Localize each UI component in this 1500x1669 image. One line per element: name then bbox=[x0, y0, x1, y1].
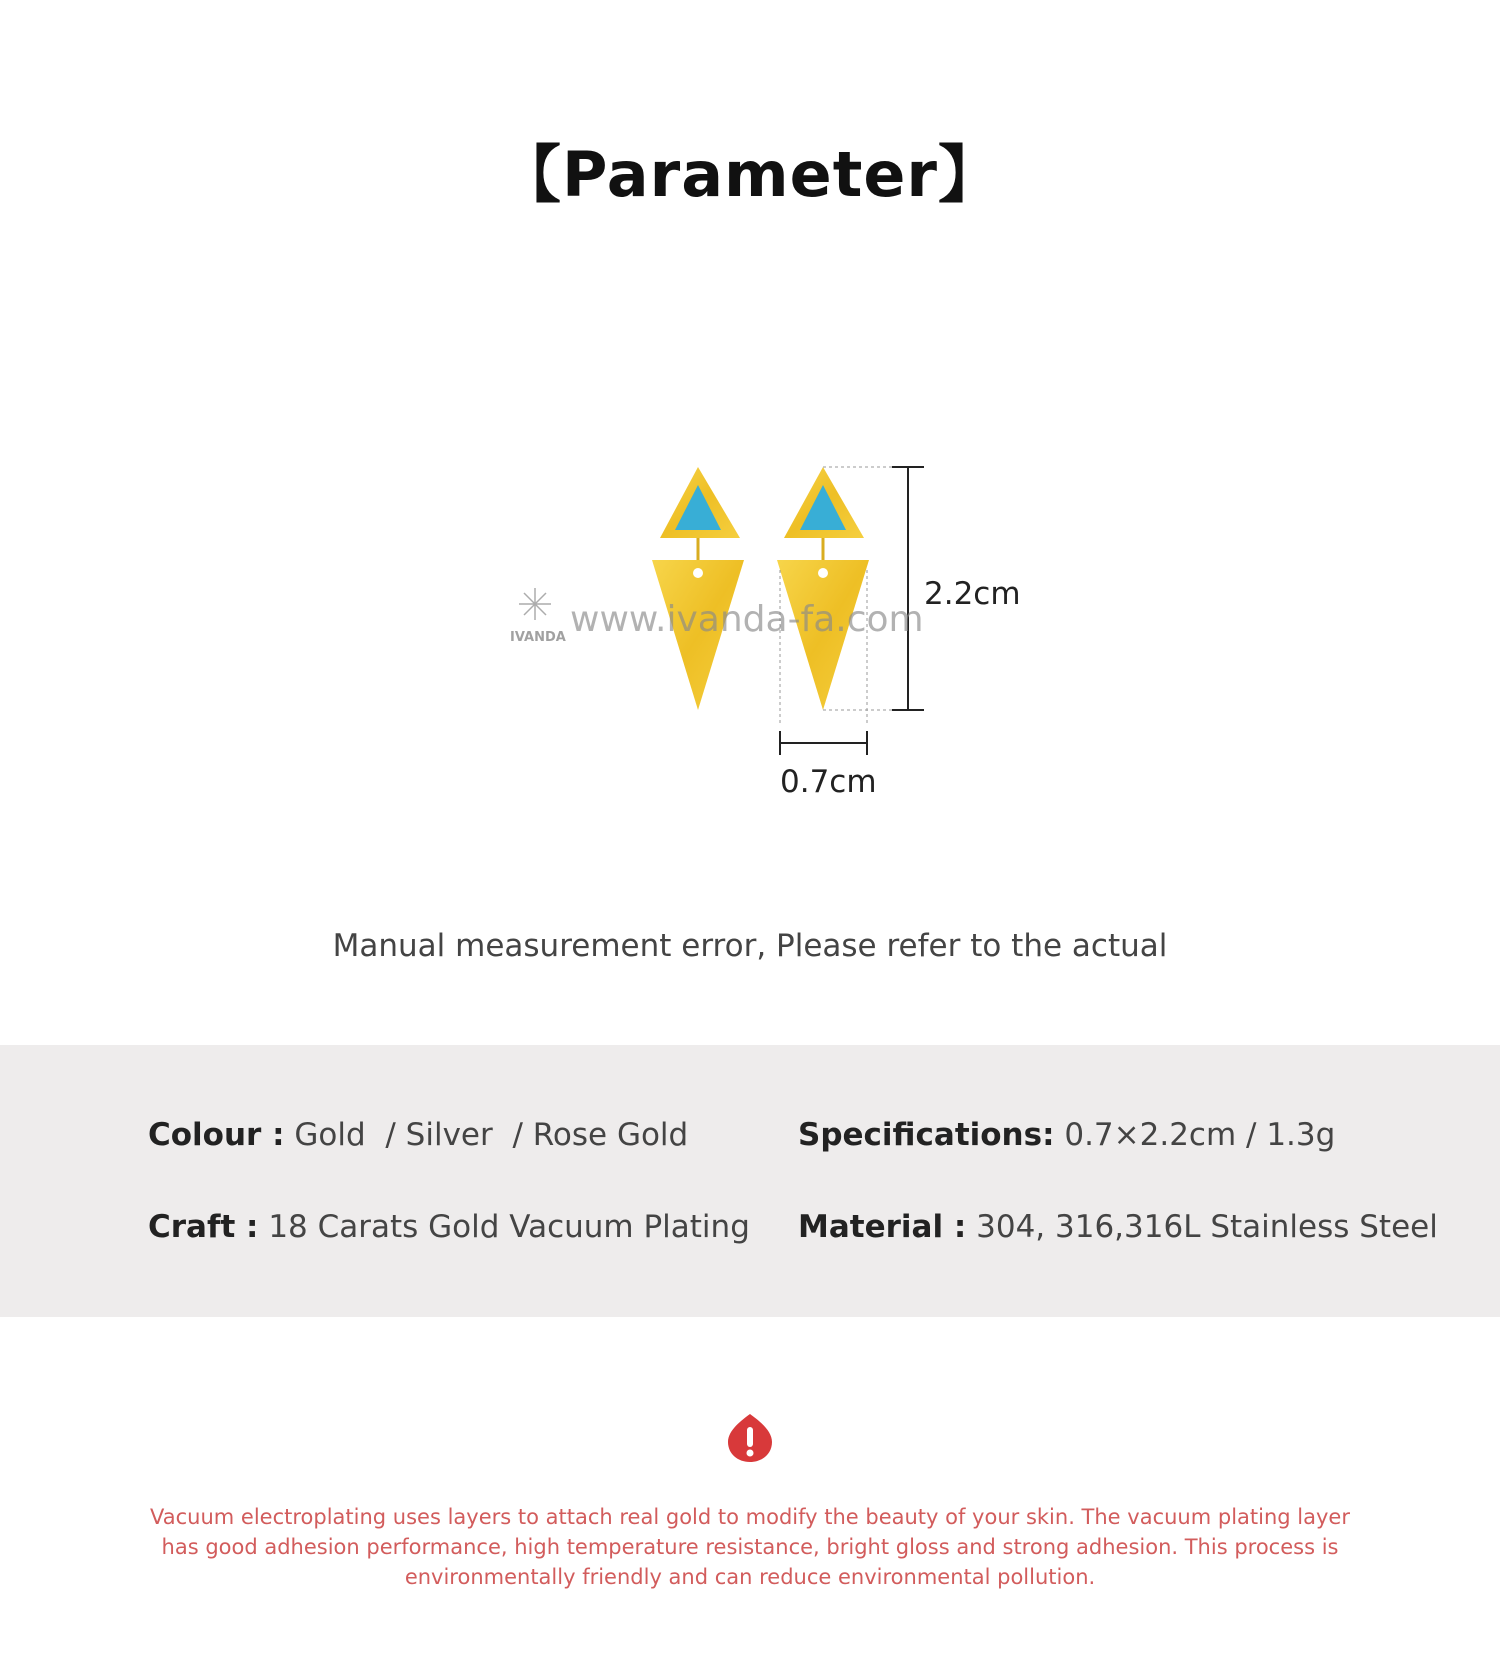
width-dimension bbox=[780, 731, 867, 755]
vacuum-plating-warning: Vacuum electroplating uses layers to attach real gold to modify the beauty of your skin. The vacuum plating layer has good adhesion performance, high temperature resistance, bright gloss and strong adhesion. This process is environmentally friendly and can reduce environmental pollution. bbox=[150, 1505, 1350, 1589]
watermark-logo-icon bbox=[519, 588, 551, 620]
spec-material-value: 304, 316,316L Stainless Steel bbox=[976, 1209, 1438, 1245]
spec-specifications-label: Specifications: bbox=[798, 1117, 1055, 1153]
spec-material bbox=[798, 1209, 1438, 1245]
height-label: 2.2cm bbox=[924, 576, 1021, 612]
width-label: 0.7cm bbox=[780, 764, 877, 800]
spec-specifications-value: 0.7×2.2cm / 1.3g bbox=[1064, 1117, 1336, 1153]
spec-craft-label: Craft : bbox=[148, 1209, 259, 1245]
spec-colour-value: Gold / Silver / Rose Gold bbox=[294, 1117, 689, 1153]
right-earring bbox=[777, 467, 869, 710]
left-earring bbox=[652, 467, 744, 710]
watermark-url: www.ivanda-fa.com bbox=[570, 599, 924, 640]
watermark-brand: IVANDA bbox=[510, 630, 566, 645]
warning-exclamation-icon bbox=[726, 1412, 774, 1464]
spec-colour-label: Colour : bbox=[148, 1117, 285, 1153]
spec-specifications bbox=[798, 1117, 1335, 1153]
earring-product-figure bbox=[480, 455, 1040, 805]
spec-material-label: Material : bbox=[798, 1209, 967, 1245]
page-title: 【Parameter】 bbox=[499, 138, 1001, 211]
height-dimension bbox=[892, 467, 924, 710]
spec-craft bbox=[148, 1209, 750, 1245]
measurement-note: Manual measurement error, Please refer to the actual bbox=[332, 928, 1168, 964]
spec-craft-value: 18 Carats Gold Vacuum Plating bbox=[268, 1209, 750, 1245]
specifications-panel bbox=[0, 1045, 1500, 1317]
spec-colour bbox=[148, 1117, 688, 1153]
